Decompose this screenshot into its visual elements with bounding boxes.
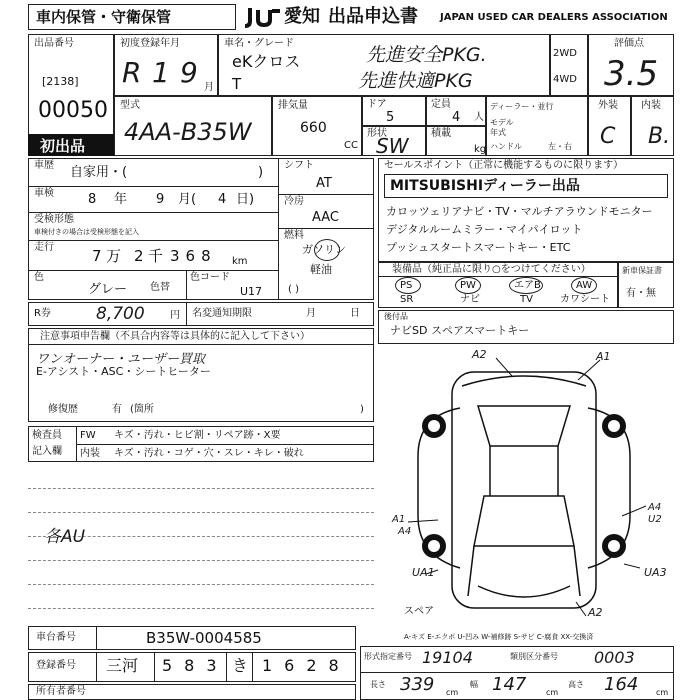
mark-a2-top: A2 xyxy=(472,348,487,361)
warranty-label: 新車保証書 xyxy=(622,266,662,275)
length-label: 長さ xyxy=(370,680,386,689)
recycle-unit: 円 xyxy=(170,310,180,321)
inspector-label-2: 記入欄 xyxy=(32,446,62,457)
notice-label: 名変通知期限 xyxy=(192,308,252,319)
lot-label: 出品番号 xyxy=(34,38,74,49)
interior-label: 内装 xyxy=(641,100,661,111)
shape-value: SW xyxy=(376,134,409,158)
lot-bracket: [2138] xyxy=(42,75,79,88)
repair-close: ) xyxy=(360,404,364,415)
length-value: 339 xyxy=(400,674,435,695)
model-label: 車名・グレード xyxy=(224,38,294,49)
height-cm: cm xyxy=(656,688,669,697)
equip-tv: TV xyxy=(520,294,533,305)
inspection-label: 車検 xyxy=(34,188,54,199)
package-1: 先進安全PKG. xyxy=(366,44,487,66)
fuel-other: ( ) xyxy=(288,284,299,295)
use-value: 自家用・( xyxy=(70,165,128,180)
registration-era: R xyxy=(122,56,142,89)
package-2: 先進快適PKG xyxy=(358,70,473,92)
inspection-month: 9 xyxy=(156,192,165,207)
fw-label: FW xyxy=(80,430,96,441)
aftermarket-label: 後付品 xyxy=(384,312,408,321)
type-number-value: 19104 xyxy=(422,648,473,667)
color-value: グレー xyxy=(88,282,128,297)
equip-ps: PS xyxy=(400,280,413,291)
mark-a4-left: A4 xyxy=(398,526,412,537)
repair-place: (箇所 xyxy=(130,404,154,415)
circle-aw xyxy=(571,277,597,294)
color-change-label: 色替 xyxy=(150,282,170,293)
mileage-man: 7 xyxy=(92,247,102,265)
equip-sr: SR xyxy=(400,294,414,305)
notice-month: 月 xyxy=(306,308,316,319)
damage-legend: A-キズ E-エクボ U-凹み W-補修跡 S-サビ C-腐食 XX-交換済 xyxy=(404,633,594,641)
displacement-label: 排気量 xyxy=(278,100,308,111)
notes-header: 注意事項申告欄（不具合内容等は具体的に記入して下さい） xyxy=(40,331,310,342)
sales-line-3: プッシュスタートスマートキー・ETC xyxy=(386,241,571,254)
interior-inspect-text: キズ・汚れ・コゲ・穴・スレ・キレ・破れ xyxy=(114,448,304,459)
category-label: 類別区分番号 xyxy=(510,652,558,661)
mark-ua3: UA3 xyxy=(644,566,667,579)
shift-label: シフト xyxy=(284,160,314,171)
notice-day: 日 xyxy=(350,308,360,319)
notes-line-1: ワンオーナー・ユーザー買取 xyxy=(36,352,206,367)
receipt-note: 車検付きの場合は受検形態を記入 xyxy=(34,228,139,236)
plate-kana: き xyxy=(232,656,249,675)
drive-2wd: 2WD xyxy=(553,48,577,59)
plate-class: 583 xyxy=(162,656,229,675)
mileage-unit: km xyxy=(232,256,248,267)
rating-label: 評価点 xyxy=(614,38,644,49)
width-value: 147 xyxy=(492,674,527,695)
type-value: 4AA-B35W xyxy=(124,118,252,146)
drive-box xyxy=(550,34,588,96)
sales-line-2: デジタルルームミラー・マイパイロット xyxy=(386,223,583,236)
form-title: 出品申込書 xyxy=(328,6,418,27)
fuel-gasoline: ガソリン xyxy=(302,243,346,256)
model-name: eKクロス xyxy=(232,52,301,71)
mark-a1-left: A1 xyxy=(392,514,406,525)
load-unit: kg xyxy=(474,144,487,155)
circle-airbag xyxy=(509,277,543,294)
doors-value: 5 xyxy=(386,110,395,125)
category-value: 0003 xyxy=(594,648,635,667)
first-listing-label: 初出品 xyxy=(40,137,86,155)
use-label: 車歴 xyxy=(34,160,54,171)
equip-aw: AW xyxy=(576,280,593,291)
type-number-label: 形式指定番号 xyxy=(364,652,412,661)
equipment-header: 装備品（純正品に限り○をつけてください） xyxy=(392,264,591,275)
model-year-label: モデル年式 xyxy=(490,118,514,137)
receipt-label: 受検形態 xyxy=(34,214,74,225)
cooling-value: AAC xyxy=(312,210,339,225)
recycle-value: 8,700 xyxy=(96,304,145,324)
inspection-month-unit: 月( xyxy=(178,192,197,207)
rating-score: 3.5 xyxy=(604,54,659,94)
circle-pw xyxy=(455,277,481,294)
damage-diagram xyxy=(378,346,674,630)
doors-label: ドア xyxy=(367,99,387,110)
storage-tag: 車内保管・守衛保管 xyxy=(36,8,172,26)
exterior-label: 外装 xyxy=(598,100,618,111)
shift-value: AT xyxy=(316,176,332,191)
displacement-value: 660 xyxy=(300,120,327,136)
model-grade: T xyxy=(232,75,242,93)
circle-ps xyxy=(395,277,421,294)
association-name: JAPAN USED CAR DEALERS ASSOCIATION xyxy=(440,12,668,23)
fuel-label: 燃料 xyxy=(284,230,304,241)
inspector-label: 検査員 xyxy=(32,430,62,441)
color-code: U17 xyxy=(240,285,263,298)
chassis-value: B35W-0004585 xyxy=(146,629,262,647)
color-code-label: 色コード xyxy=(190,272,230,283)
handle-label: ハンドル xyxy=(490,142,522,151)
registration-year: 1 xyxy=(152,56,170,89)
inspection-day: 4 xyxy=(218,192,227,207)
equip-leather: カワシート xyxy=(560,294,610,305)
fw-text: キズ・汚れ・ヒビ割・リペア跡・X要 xyxy=(114,430,281,441)
spare-label: スペア xyxy=(404,606,434,617)
mark-a4-right: A4 xyxy=(648,502,662,513)
mileage-sen: 2 xyxy=(134,247,144,265)
mark-a1-top: A1 xyxy=(596,350,611,363)
repair-value: 有 xyxy=(112,404,122,415)
registration-month: 9 xyxy=(180,56,198,89)
ju-logo xyxy=(242,6,282,28)
plate-region: 三河 xyxy=(106,656,139,675)
dealer-line: MITSUBISHIディーラー出品 xyxy=(390,178,580,194)
plate-number: 1628 xyxy=(262,656,351,675)
registration-month-unit: 月 xyxy=(204,82,214,93)
shape-label: 形状 xyxy=(367,128,387,139)
equip-airbag: エアB xyxy=(514,280,541,291)
length-cm: cm xyxy=(446,688,459,697)
use-close: ) xyxy=(258,165,264,180)
sales-header: セールスポイント（正常に機能するものに限ります） xyxy=(384,160,624,171)
mark-u2-right: U2 xyxy=(648,514,662,525)
interior-inspect-label: 内装 xyxy=(80,448,100,459)
mark-a2-bottom: A2 xyxy=(588,606,603,619)
cooling-label: 冷房 xyxy=(284,196,304,207)
mark-ua1: UA1 xyxy=(412,566,435,579)
fuel-diesel: 軽油 xyxy=(310,263,332,276)
extra-label: 所有者番号 xyxy=(36,686,86,697)
inspection-year: 8 xyxy=(88,192,97,207)
notes-line-2: E-アシスト・ASC・シートヒーター xyxy=(36,365,211,378)
capacity-value: 4 xyxy=(452,110,461,125)
warranty-value: 有・無 xyxy=(626,288,656,299)
equip-pw: PW xyxy=(460,280,476,291)
interior-grade: B. xyxy=(648,124,671,149)
inspection-day-unit: 日) xyxy=(236,192,255,207)
mileage-label: 走行 xyxy=(34,242,54,253)
load-label: 積載 xyxy=(431,128,451,139)
repair-label: 修復歴 xyxy=(48,404,78,415)
aftermarket-value: ナビSD スペアスマートキー xyxy=(390,324,530,337)
inspector-remark: 各AU xyxy=(44,527,86,547)
lot-number: 00050 xyxy=(38,98,108,123)
mileage-sen-unit: 千 xyxy=(148,247,164,265)
brand-name: 愛知 xyxy=(284,6,320,27)
inspection-year-unit: 年 xyxy=(114,192,128,207)
handle-options: 左・右 xyxy=(548,142,572,151)
color-label: 色 xyxy=(34,272,44,283)
sales-line-1: カロッツェリアナビ・TV・マルチアラウンドモニター xyxy=(386,205,653,218)
mileage-man-unit: 万 xyxy=(106,247,122,265)
displacement-unit: CC xyxy=(344,140,358,151)
exterior-grade: C xyxy=(600,124,616,149)
equip-navi: ナビ xyxy=(460,294,480,305)
recycle-label: R券 xyxy=(34,308,51,319)
chassis-label: 車台番号 xyxy=(36,632,76,643)
dealer-import-label: ディーラー・並行 xyxy=(490,102,554,111)
capacity-label: 定員 xyxy=(431,99,451,110)
mileage-rest: 368 xyxy=(170,247,217,265)
fuel-selected-circle xyxy=(314,239,340,261)
type-label: 型式 xyxy=(120,100,140,111)
plate-label: 登録番号 xyxy=(36,660,76,671)
drive-4wd: 4WD xyxy=(553,74,577,85)
height-value: 164 xyxy=(604,674,639,695)
width-label: 幅 xyxy=(470,680,478,689)
registration-label: 初度登録年月 xyxy=(120,38,180,49)
width-cm: cm xyxy=(546,688,559,697)
capacity-unit: 人 xyxy=(474,112,484,123)
height-label: 高さ xyxy=(568,680,584,689)
